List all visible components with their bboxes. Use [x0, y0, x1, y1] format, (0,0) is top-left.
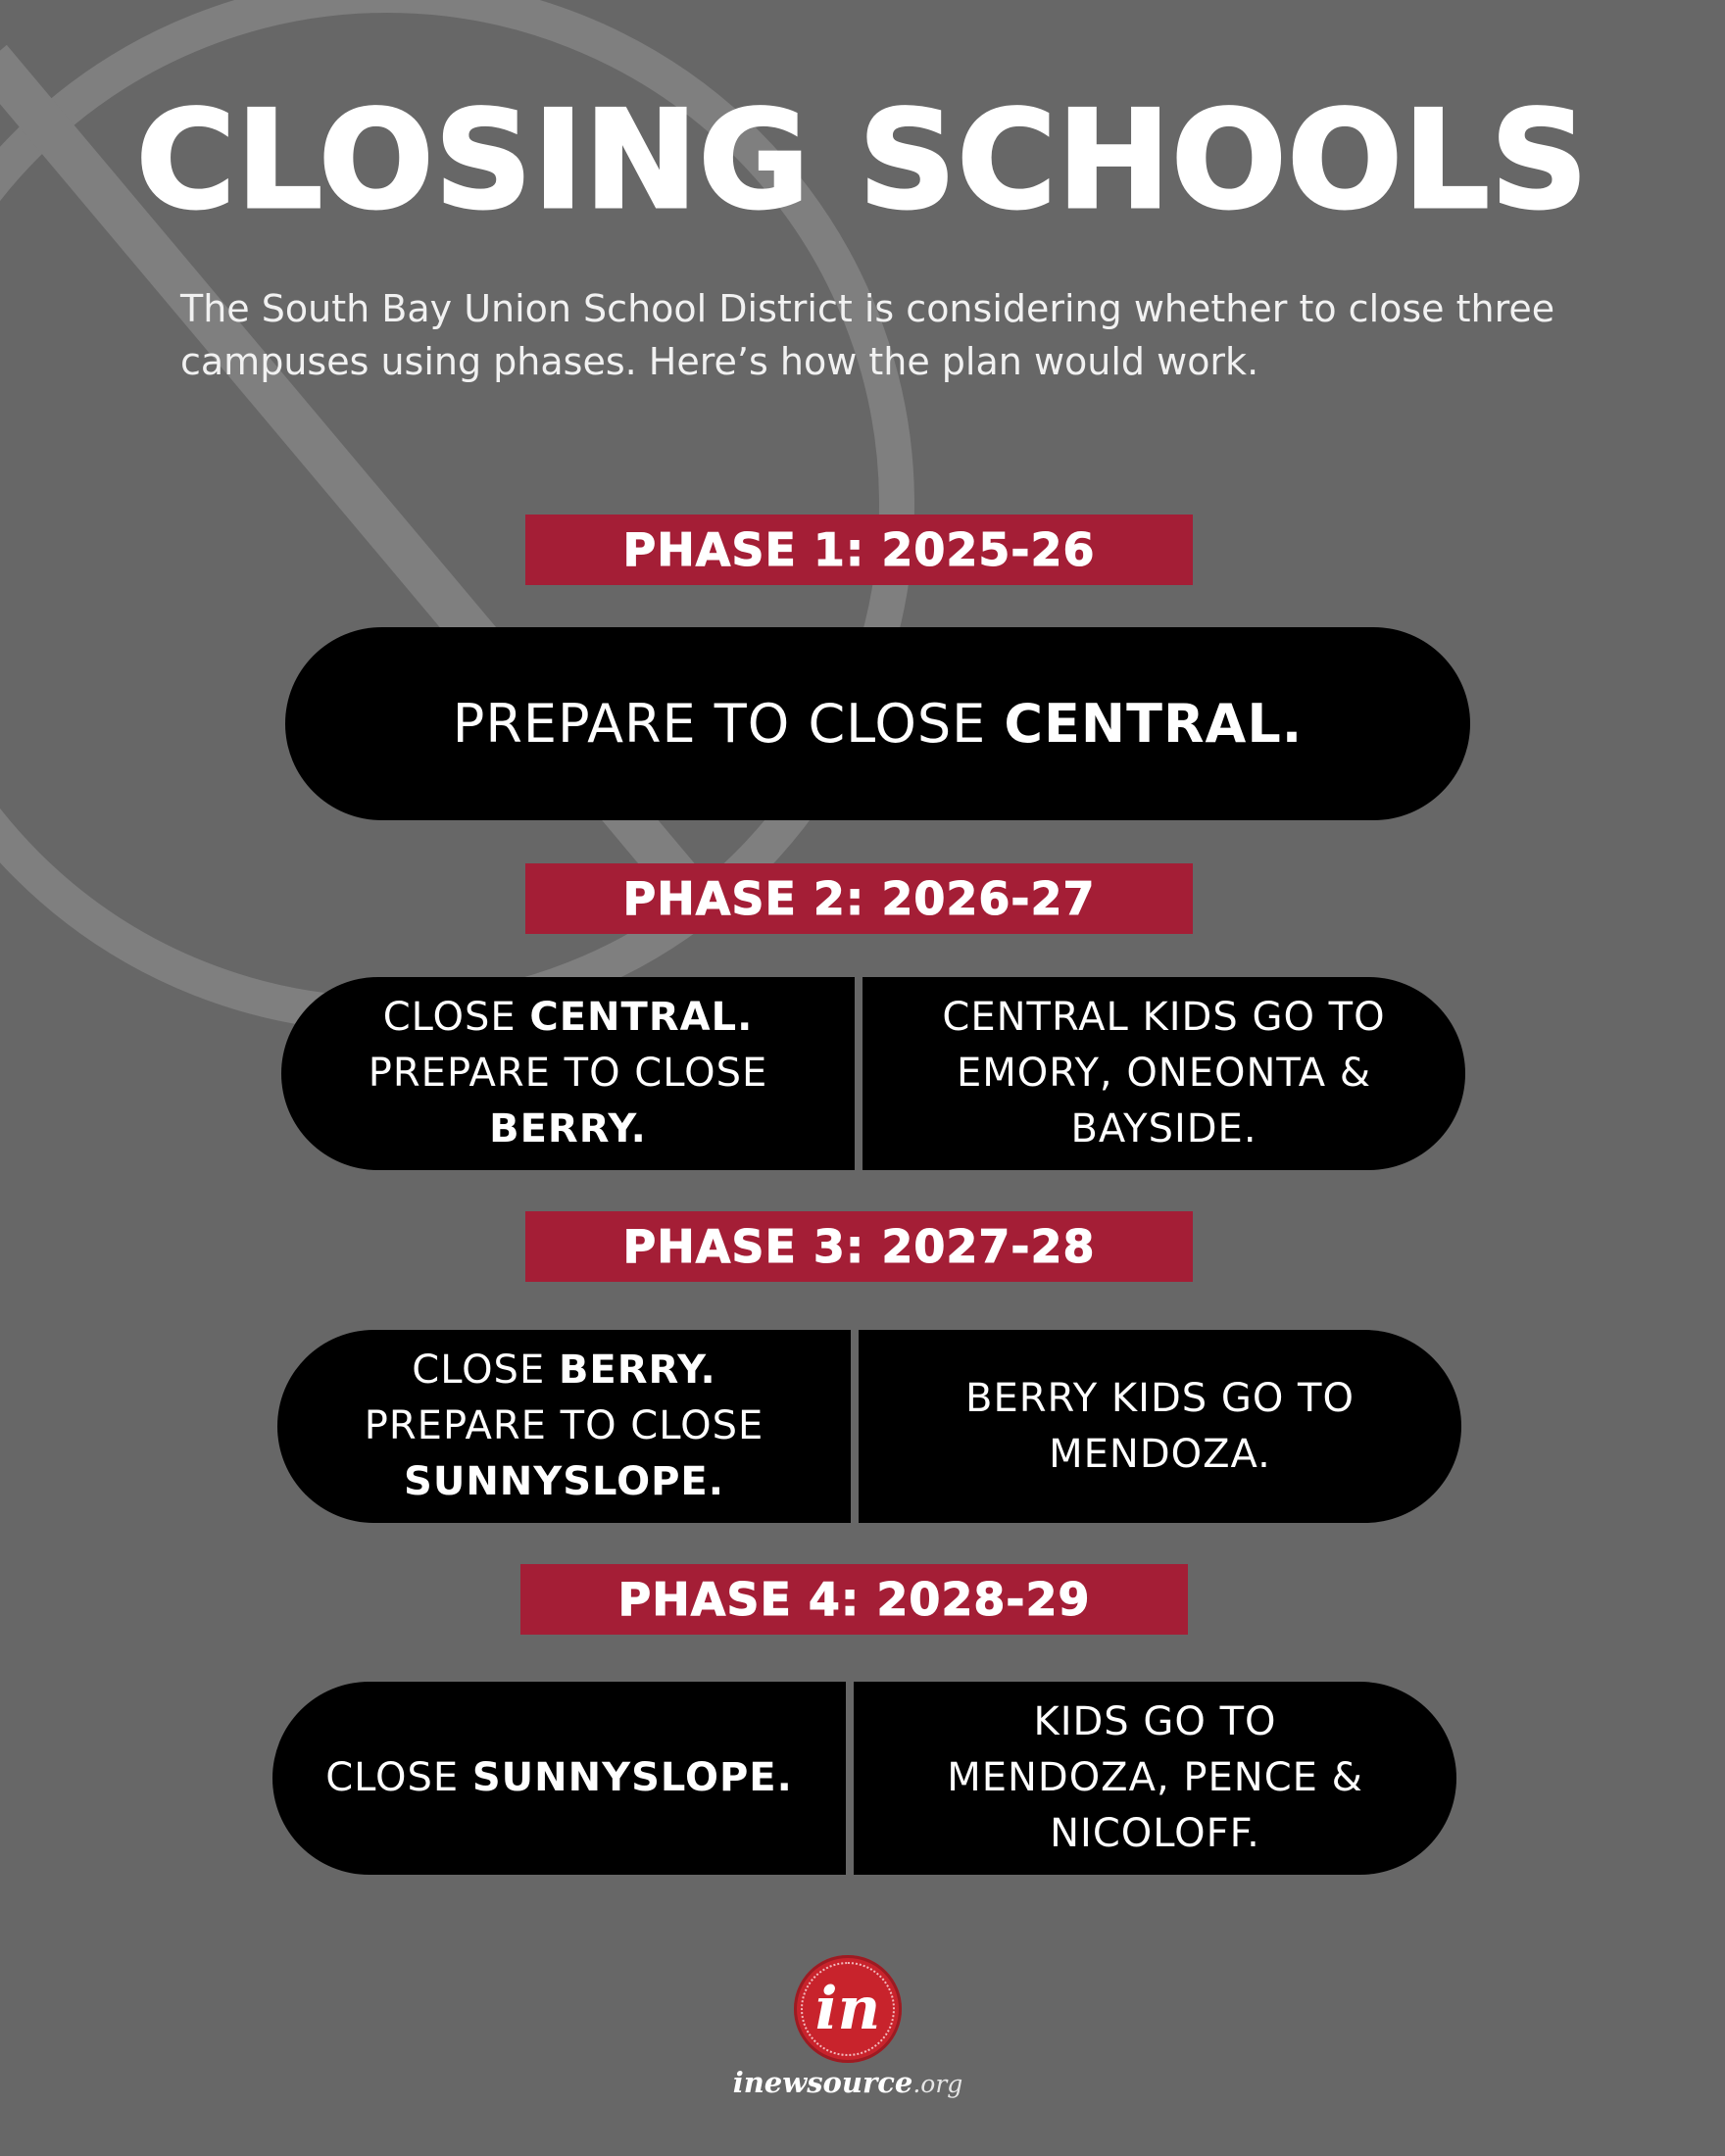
phase-2-actions	[281, 977, 1465, 1170]
phase-3-prepare-school: SUNNYSLOPE.	[404, 1459, 724, 1504]
phase-4-close-school: SUNNYSLOPE.	[471, 1755, 793, 1800]
logo-tld: .org	[912, 2070, 963, 2098]
phase-2-prepare-text: PREPARE TO CLOSE	[368, 1051, 768, 1096]
phase-1-action	[285, 627, 1470, 820]
logo-mark: in	[801, 1962, 895, 2056]
phase-4-close-prefix: CLOSE	[325, 1755, 472, 1800]
phase-4-label: PHASE 4: 2028-29	[520, 1564, 1188, 1635]
phase-1-action-school: CENTRAL.	[1004, 693, 1304, 755]
logo-wordmark	[706, 2066, 990, 2099]
phase-4-close-action	[272, 1682, 846, 1875]
phase-2-prepare-school: BERRY.	[489, 1106, 647, 1152]
logo-brand: inewsource	[732, 2066, 913, 2099]
phase-1-label: PHASE 1: 2025-26	[525, 514, 1193, 585]
phase-2-label: PHASE 2: 2026-27	[525, 863, 1193, 934]
phase-2-close-school: CENTRAL.	[529, 995, 754, 1040]
phase-4-kids-destination	[854, 1682, 1456, 1875]
phase-3-label: PHASE 3: 2027-28	[525, 1211, 1193, 1282]
page-subtitle: The South Bay Union School District is considering whether to close three campuses using phases. Here’s how the plan would work.	[180, 287, 1555, 383]
phase-4-kids-line-3: NICOLOFF.	[1050, 1811, 1260, 1856]
phase-2-kids-destination	[862, 977, 1465, 1170]
phase-2-close-prefix: CLOSE	[382, 995, 530, 1040]
phase-3-prepare-text: PREPARE TO CLOSE	[364, 1403, 764, 1448]
inewsource-logo-icon	[794, 1955, 902, 2063]
phase-3-actions	[277, 1330, 1461, 1523]
phase-3-kids-line-2: MENDOZA.	[1049, 1431, 1271, 1477]
phase-1-action-prefix: PREPARE TO CLOSE	[452, 693, 1005, 755]
phase-3-close-prefix: CLOSE	[412, 1348, 559, 1393]
phase-3-close-school: BERRY.	[558, 1348, 716, 1393]
page-title: CLOSING SCHOOLS	[135, 81, 1590, 239]
phase-2-kids-line-3: BAYSIDE.	[1070, 1106, 1257, 1152]
phase-2-kids-line-2: EMORY, ONEONTA &	[956, 1051, 1372, 1096]
phase-2-close-action	[281, 977, 855, 1170]
phase-4-actions	[272, 1682, 1456, 1875]
phase-2-kids-line-1: CENTRAL KIDS GO TO	[942, 995, 1386, 1040]
phase-3-kids-destination	[859, 1330, 1461, 1523]
phase-3-close-action	[277, 1330, 851, 1523]
phase-4-kids-line-1: KIDS GO TO	[1033, 1699, 1277, 1744]
phase-3-kids-line-1: BERRY KIDS GO TO	[965, 1375, 1355, 1421]
phase-4-kids-line-2: MENDOZA, PENCE &	[947, 1755, 1363, 1800]
